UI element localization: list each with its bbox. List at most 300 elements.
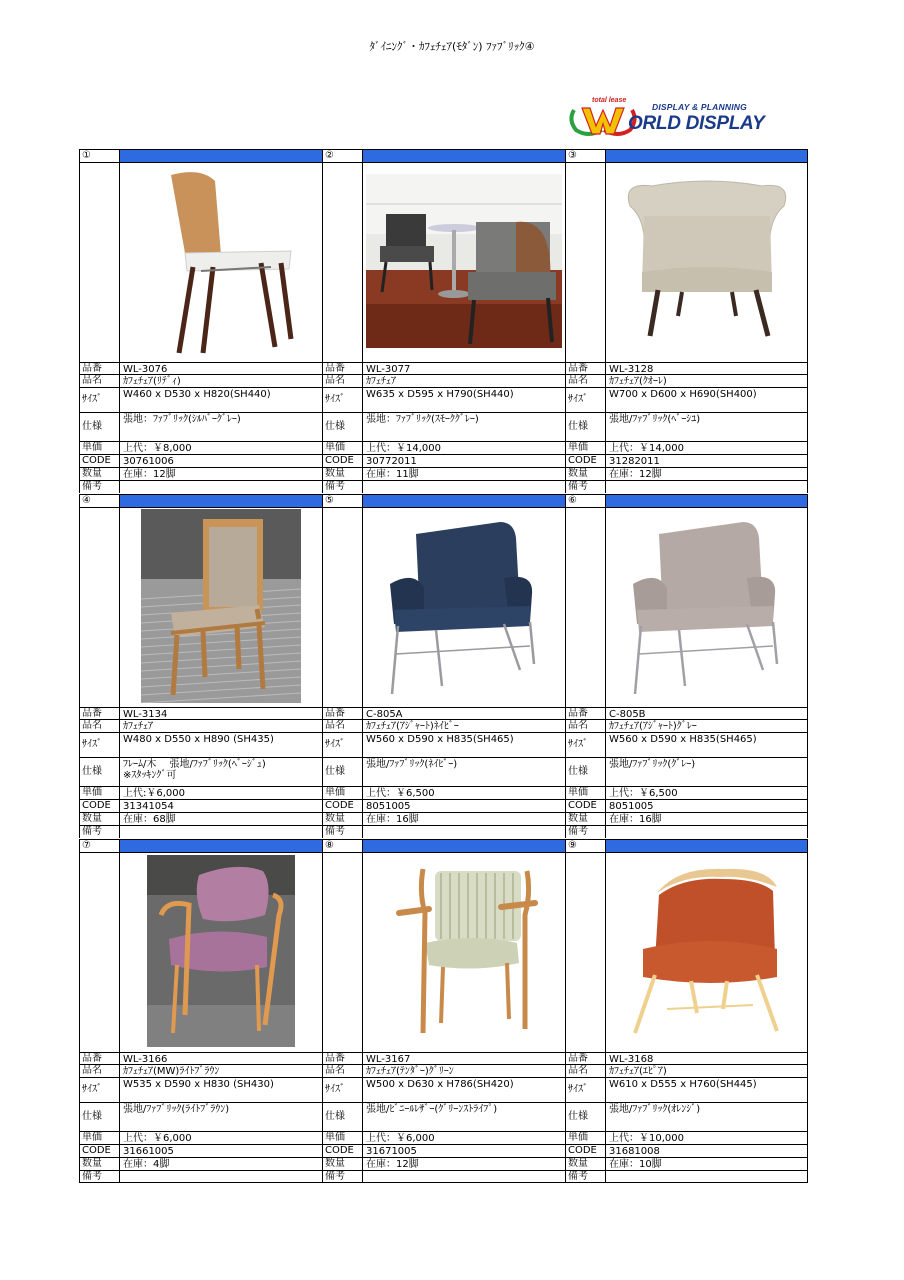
label-price-text: 単価 (82, 442, 102, 453)
value-price (605, 1131, 808, 1144)
item-number (79, 839, 119, 852)
value-name-text: ｶﾌｪﾁｪｱ(ﾃﾝﾀﾞｰ)ｸﾞﾘｰﾝ (366, 1066, 454, 1077)
label-code_no (565, 362, 605, 374)
label-price-text: 単価 (325, 1132, 345, 1143)
label-note (79, 825, 119, 838)
label-spec (79, 412, 119, 441)
label-spec (565, 412, 605, 441)
label-name-text: 品名 (568, 1065, 588, 1076)
value-note (119, 1170, 322, 1183)
label-qty-text: 数量 (568, 468, 588, 479)
label-spec (79, 1102, 119, 1131)
value-qty-text: 在庫：16脚 (366, 814, 419, 825)
logo-line1: DISPLAY & PLANNING (652, 102, 747, 112)
label-code_no (79, 362, 119, 374)
value-price-text: 上代：￥14,000 (609, 443, 684, 454)
item-number (322, 839, 362, 852)
label-qty (565, 1157, 605, 1170)
label-name-text: 品名 (82, 1065, 102, 1076)
value-qty-text: 在庫：4脚 (123, 1159, 170, 1170)
item-header-bar (119, 839, 322, 852)
label-note (565, 1170, 605, 1183)
value-name (119, 374, 322, 387)
label-code_no-text: 品番 (568, 708, 588, 719)
value-name (119, 719, 322, 732)
label-price-text: 単価 (568, 1132, 588, 1143)
value-qty (605, 1157, 808, 1170)
value-name (605, 374, 808, 387)
label-qty (322, 812, 362, 825)
label-price-text: 単価 (568, 442, 588, 453)
label-name-text: 品名 (568, 375, 588, 386)
item-number (79, 149, 119, 162)
label-spec (322, 1102, 362, 1131)
label-name (565, 374, 605, 387)
label-code (79, 1144, 119, 1157)
label-qty-text: 数量 (82, 813, 102, 824)
value-name-text: ｶﾌｪﾁｪｱ(ｸｵｰﾚ) (609, 376, 667, 387)
label-code-text: CODE (82, 1145, 111, 1156)
label-price (322, 1131, 362, 1144)
chair-photo (605, 852, 808, 1052)
label-spec (322, 412, 362, 441)
label-note-text: 備考 (325, 826, 345, 837)
value-code_no-text: WL-3167 (366, 1054, 411, 1065)
value-size (605, 387, 808, 412)
value-spec-text: 張地/ﾌｧﾌﾞﾘｯｸ(ﾈｲﾋﾞｰ) (366, 759, 458, 770)
label-size-text: ｻｲｽﾞ (325, 1084, 345, 1095)
chair-image-icon (141, 163, 301, 363)
label-code-text: CODE (82, 455, 111, 466)
label-note (322, 480, 362, 493)
chair-photo (119, 852, 322, 1052)
value-price (605, 441, 808, 454)
label-name-text: 品名 (568, 720, 588, 731)
value-size (605, 732, 808, 757)
value-note (362, 825, 565, 838)
label-size-text: ｻｲｽﾞ (325, 739, 345, 750)
item-number (322, 494, 362, 507)
value-code-text: 31661005 (123, 1146, 174, 1157)
label-code_no (322, 362, 362, 374)
value-code (119, 1144, 322, 1157)
item-number-text: ⑦ (82, 840, 91, 851)
label-code-text: CODE (82, 800, 111, 811)
label-qty (79, 812, 119, 825)
label-code (565, 454, 605, 467)
value-code-text: 30772011 (366, 456, 417, 467)
item-header-bar (362, 839, 565, 852)
value-code-text: 30761006 (123, 456, 174, 467)
label-code (79, 454, 119, 467)
image-label-spacer (565, 507, 605, 707)
label-qty (565, 467, 605, 480)
value-price-text: 上代：￥10,000 (609, 1133, 684, 1144)
value-spec (362, 1102, 565, 1131)
value-code_no-text: WL-3134 (123, 709, 168, 720)
label-qty-text: 数量 (568, 1158, 588, 1169)
chair-image-icon (622, 176, 792, 350)
value-code_no (362, 1052, 565, 1064)
value-name (362, 719, 565, 732)
label-spec-text: 仕様 (325, 766, 345, 777)
label-code-text: CODE (568, 1145, 597, 1156)
value-code_no (605, 1052, 808, 1064)
label-name-text: 品名 (82, 720, 102, 731)
label-spec-text: 仕様 (82, 1111, 102, 1122)
label-code_no-text: 品番 (568, 1053, 588, 1064)
label-code (322, 1144, 362, 1157)
chair-photo (362, 852, 565, 1052)
value-qty-text: 在庫：16脚 (609, 814, 662, 825)
value-code-text: 31671005 (366, 1146, 417, 1157)
label-spec (322, 757, 362, 786)
label-code_no-text: 品番 (568, 363, 588, 374)
image-label-spacer (79, 852, 119, 1052)
label-price (79, 786, 119, 799)
value-name-text: ｶﾌｪﾁｪｱ (123, 721, 153, 732)
value-spec-note-text: ※ｽﾀｯｷﾝｸﾞ可 (123, 770, 177, 781)
value-name-text: ｶﾌｪﾁｪｱ(MW)ﾗｲﾄﾌﾞﾗｳﾝ (123, 1066, 220, 1077)
value-code_no (605, 707, 808, 719)
label-code-text: CODE (325, 1145, 354, 1156)
value-code (605, 1144, 808, 1157)
label-size-text: ｻｲｽﾞ (568, 739, 588, 750)
label-note-text: 備考 (82, 1171, 102, 1182)
value-code_no (119, 362, 322, 374)
value-qty (362, 467, 565, 480)
value-size-text: W635 x D595 x H790(SH440) (366, 389, 514, 400)
value-spec (605, 757, 808, 786)
label-qty-text: 数量 (325, 813, 345, 824)
value-price (362, 786, 565, 799)
label-name (79, 374, 119, 387)
label-size (79, 387, 119, 412)
value-qty (119, 467, 322, 480)
label-name (79, 719, 119, 732)
value-code-text: 8051005 (366, 801, 411, 812)
label-spec-text: 仕様 (568, 421, 588, 432)
value-code_no (119, 707, 322, 719)
label-code_no-text: 品番 (325, 1053, 345, 1064)
item-number (565, 149, 605, 162)
chair-image-icon (627, 863, 787, 1043)
label-name (322, 719, 362, 732)
value-size (362, 732, 565, 757)
value-size-text: W610 x D555 x H760(SH445) (609, 1079, 757, 1090)
value-code-text: 31282011 (609, 456, 660, 467)
value-code-text: 31341054 (123, 801, 174, 812)
label-price-text: 単価 (568, 787, 588, 798)
image-label-spacer (565, 852, 605, 1052)
value-code_no (362, 362, 565, 374)
value-spec (119, 412, 322, 441)
label-note (322, 825, 362, 838)
label-name (322, 1064, 362, 1077)
image-label-spacer (322, 852, 362, 1052)
label-note (322, 1170, 362, 1183)
value-spec-text: 張地：ﾌｧﾌﾞﾘｯｸ(ｼﾙﾊﾞｰｸﾞﾚｰ) (123, 414, 241, 425)
value-code (119, 799, 322, 812)
label-code (322, 799, 362, 812)
value-code-text: 8051005 (609, 801, 654, 812)
label-qty (322, 1157, 362, 1170)
label-spec (79, 757, 119, 786)
item-number-text: ① (82, 150, 91, 161)
label-code_no-text: 品番 (82, 708, 102, 719)
item-header-bar (605, 494, 808, 507)
image-label-spacer (565, 162, 605, 362)
item-number-text: ④ (82, 495, 91, 506)
value-code_no-text: WL-3077 (366, 364, 411, 375)
value-spec-text: 張地：ﾌｧﾌﾞﾘｯｸ(ｽﾓｰｸｸﾞﾚｰ) (366, 414, 479, 425)
label-qty-text: 数量 (82, 1158, 102, 1169)
value-note (119, 480, 322, 493)
item-number-text: ⑤ (325, 495, 334, 506)
value-name-text: ｶﾌｪﾁｪｱ (366, 376, 396, 387)
value-size (362, 387, 565, 412)
chair-image-icon (384, 514, 544, 702)
label-code (565, 1144, 605, 1157)
value-size-text: W560 x D590 x H835(SH465) (366, 734, 514, 745)
label-code-text: CODE (568, 800, 597, 811)
chair-image-icon (627, 514, 787, 702)
value-code_no (119, 1052, 322, 1064)
label-spec-text: 仕様 (82, 421, 102, 432)
label-price (79, 441, 119, 454)
value-code_no (605, 362, 808, 374)
label-code (322, 454, 362, 467)
value-name (605, 1064, 808, 1077)
label-code_no-text: 品番 (82, 1053, 102, 1064)
value-name (119, 1064, 322, 1077)
label-size (565, 387, 605, 412)
value-code_no-text: WL-3168 (609, 1054, 654, 1065)
value-qty (605, 467, 808, 480)
value-price (605, 786, 808, 799)
world-display-logo (568, 97, 804, 138)
label-code_no (565, 707, 605, 719)
value-price-text: 上代：￥6,500 (366, 788, 435, 799)
item-header-bar (605, 149, 808, 162)
item-number (565, 839, 605, 852)
label-size-text: ｻｲｽﾞ (568, 1084, 588, 1095)
value-code_no-text: WL-3128 (609, 364, 654, 375)
label-price-text: 単価 (82, 1132, 102, 1143)
label-spec (565, 757, 605, 786)
label-note (565, 825, 605, 838)
chair-photo (362, 507, 565, 707)
value-qty (362, 1157, 565, 1170)
value-code (605, 799, 808, 812)
value-size-text: W480 x D550 x H890 (SH435) (123, 734, 274, 745)
value-price-text: 上代：￥8,000 (123, 443, 192, 454)
value-qty-text: 在庫：10脚 (609, 1159, 662, 1170)
item-header-bar (119, 494, 322, 507)
logo-line2: ORLD DISPLAY (628, 113, 765, 134)
item-number (79, 494, 119, 507)
chair-image-icon (141, 509, 301, 707)
value-code (119, 454, 322, 467)
value-qty-text: 在庫：68脚 (123, 814, 176, 825)
label-qty-text: 数量 (568, 813, 588, 824)
label-name-text: 品名 (325, 1065, 345, 1076)
label-price-text: 単価 (82, 787, 102, 798)
value-size-text: W460 x D530 x H820(SH440) (123, 389, 271, 400)
label-spec-text: 仕様 (325, 421, 345, 432)
label-size-text: ｻｲｽﾞ (568, 394, 588, 405)
label-note-text: 備考 (325, 481, 345, 492)
chair-image-icon (366, 174, 562, 352)
value-name-text: ｶﾌｪﾁｪｱ(ｱｼﾞｬｰﾄ)ﾈｲﾋﾞｰ (366, 721, 459, 732)
value-code-text: 31681008 (609, 1146, 660, 1157)
label-price (322, 786, 362, 799)
value-name (605, 719, 808, 732)
item-number (322, 149, 362, 162)
label-name (565, 1064, 605, 1077)
image-label-spacer (322, 507, 362, 707)
label-name-text: 品名 (325, 720, 345, 731)
label-price (322, 441, 362, 454)
value-name (362, 1064, 565, 1077)
value-spec-text: 張地/ﾌｧﾌﾞﾘｯｸ(ﾍﾞｰｼﾕ) (609, 414, 701, 425)
label-code_no (322, 707, 362, 719)
label-note-text: 備考 (568, 1171, 588, 1182)
label-qty-text: 数量 (82, 468, 102, 479)
label-code_no (565, 1052, 605, 1064)
item-number-text: ⑥ (568, 495, 577, 506)
value-qty (119, 1157, 322, 1170)
item-number-text: ② (325, 150, 334, 161)
value-size-text: W500 x D630 x H786(SH420) (366, 1079, 514, 1090)
value-qty (362, 812, 565, 825)
label-code-text: CODE (325, 455, 354, 466)
label-qty-text: 数量 (325, 1158, 345, 1169)
value-size-text: W560 x D590 x H835(SH465) (609, 734, 757, 745)
value-code_no-text: C-805B (609, 709, 646, 720)
label-size (322, 1077, 362, 1102)
value-price (362, 1131, 565, 1144)
item-number-text: ③ (568, 150, 577, 161)
value-name-text: ｶﾌｪﾁｪｱ(ﾘﾃﾞｨ) (123, 376, 181, 387)
value-price-text: 上代：￥14,000 (366, 443, 441, 454)
value-note (362, 480, 565, 493)
value-note (605, 825, 808, 838)
label-name (79, 1064, 119, 1077)
label-name (322, 374, 362, 387)
label-price-text: 単価 (325, 442, 345, 453)
label-price (565, 441, 605, 454)
value-price-text: 上代：￥6,000 (123, 1133, 192, 1144)
value-qty (119, 812, 322, 825)
label-price-text: 単価 (325, 787, 345, 798)
value-price (362, 441, 565, 454)
item-header-bar (362, 494, 565, 507)
chair-photo (362, 162, 565, 362)
label-spec-text: 仕様 (568, 1111, 588, 1122)
label-qty-text: 数量 (325, 468, 345, 479)
value-code_no-text: C-805A (366, 709, 403, 720)
value-size-text: W535 x D590 x H830 (SH430) (123, 1079, 274, 1090)
label-code_no (79, 1052, 119, 1064)
value-spec (362, 412, 565, 441)
value-size (119, 1077, 322, 1102)
value-note (605, 1170, 808, 1183)
value-size-text: W700 x D600 x H690(SH400) (609, 389, 757, 400)
label-note-text: 備考 (82, 826, 102, 837)
value-price (119, 786, 322, 799)
value-code (362, 1144, 565, 1157)
chair-photo (605, 162, 808, 362)
item-header-bar (362, 149, 565, 162)
value-qty-text: 在庫：11脚 (366, 469, 419, 480)
label-code-text: CODE (568, 455, 597, 466)
value-name (362, 374, 565, 387)
label-size-text: ｻｲｽﾞ (325, 394, 345, 405)
value-price-text: 上代：￥6,500 (609, 788, 678, 799)
value-spec-text: ﾌﾚｰﾑ/木 張地/ﾌｧﾌﾞﾘｯｸ(ﾍﾞｰｼﾞｭ) (123, 759, 266, 770)
label-note-text: 備考 (568, 826, 588, 837)
value-size (605, 1077, 808, 1102)
value-qty-text: 在庫：12脚 (366, 1159, 419, 1170)
label-spec-text: 仕様 (568, 766, 588, 777)
value-price (119, 1131, 322, 1144)
label-size-text: ｻｲｽﾞ (82, 1084, 102, 1095)
value-qty-text: 在庫：12脚 (609, 469, 662, 480)
label-size-text: ｻｲｽﾞ (82, 394, 102, 405)
label-qty (79, 467, 119, 480)
value-spec-text: 張地/ﾋﾞﾆｰﾙﾚｻﾞｰ(ｸﾞﾘｰﾝｽﾄﾗｲﾌﾟ) (366, 1104, 498, 1115)
page-title: ﾀﾞｲﾆﾝｸﾞ・ｶﾌｪﾁｪｱ(ﾓﾀﾞﾝ) ﾌｧﾌﾞﾘｯｸ④ (369, 40, 535, 53)
label-qty (322, 467, 362, 480)
label-price (79, 1131, 119, 1144)
image-label-spacer (79, 162, 119, 362)
label-note-text: 備考 (325, 1171, 345, 1182)
value-spec (605, 1102, 808, 1131)
label-code (565, 799, 605, 812)
value-spec-text: 張地/ﾌｧﾌﾞﾘｯｸ(ｸﾞﾚｰ) (609, 759, 696, 770)
label-note (79, 480, 119, 493)
value-spec (119, 757, 322, 786)
label-size (79, 732, 119, 757)
label-code_no-text: 品番 (325, 363, 345, 374)
value-code (362, 799, 565, 812)
logo-tag: total lease (592, 97, 627, 104)
label-code_no (79, 707, 119, 719)
value-spec (119, 1102, 322, 1131)
value-qty (605, 812, 808, 825)
value-spec (362, 757, 565, 786)
value-code_no-text: WL-3166 (123, 1054, 168, 1065)
label-size (322, 387, 362, 412)
value-qty-text: 在庫：12脚 (123, 469, 176, 480)
label-size-text: ｻｲｽﾞ (82, 739, 102, 750)
value-code_no-text: WL-3076 (123, 364, 168, 375)
label-note-text: 備考 (82, 481, 102, 492)
label-qty (565, 812, 605, 825)
value-size (119, 732, 322, 757)
label-note-text: 備考 (568, 481, 588, 492)
label-size (79, 1077, 119, 1102)
value-spec-text: 張地/ﾌｧﾌﾞﾘｯｸ(ﾗｲﾄﾌﾞﾗｳﾝ) (123, 1104, 230, 1115)
value-price (119, 441, 322, 454)
chair-photo (119, 162, 322, 362)
label-price (565, 1131, 605, 1144)
label-code (79, 799, 119, 812)
value-price-text: 上代：￥6,000 (366, 1133, 435, 1144)
label-size (322, 732, 362, 757)
value-spec-text: 張地/ﾌｧﾌﾞﾘｯｸ(ｵﾚﾝｼﾞ) (609, 1104, 701, 1115)
